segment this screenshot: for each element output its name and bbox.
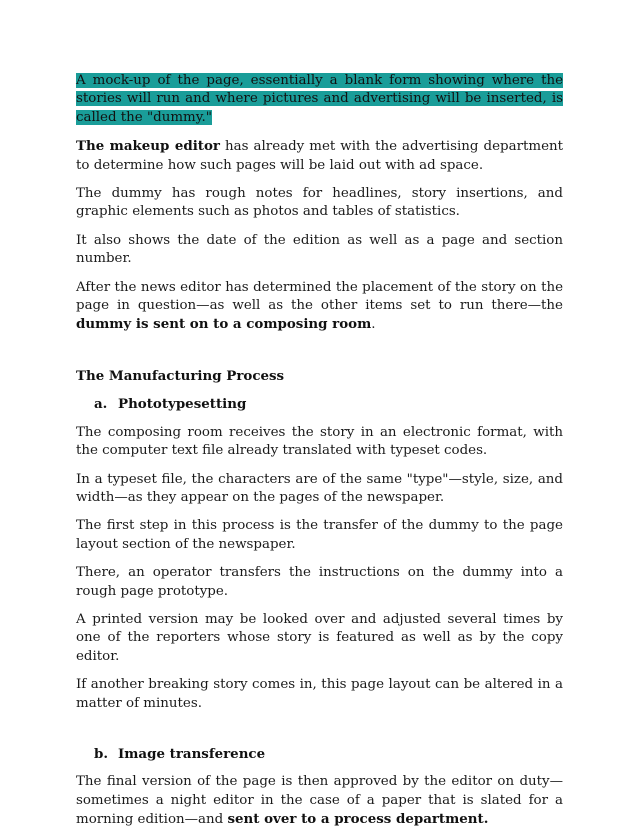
subheading-title: Image transference bbox=[118, 745, 266, 762]
date-paragraph: It also shows the date of the edition as well as a page and section number. bbox=[76, 232, 563, 267]
paragraph-text: The final version of the page is then approved by the editor on duty—sometimes a night editor in the case of a paper that is slated for a morning edition—and bbox=[76, 774, 563, 828]
list-letter: a. bbox=[94, 396, 108, 413]
final-version-paragraph bbox=[76, 773, 563, 829]
dummy-notes-paragraph: The dummy has rough notes for headlines, story insertions, and graphic elements such as photos and tables of statistics. bbox=[76, 186, 563, 220]
spacer bbox=[76, 723, 563, 745]
news-editor-paragraph bbox=[76, 279, 563, 335]
breaking-story-paragraph: If another breaking story comes in, this page layout can be altered in a matter of minutes. bbox=[76, 677, 563, 711]
section-heading: The Manufacturing Process bbox=[76, 367, 285, 384]
highlighted-paragraph bbox=[76, 72, 563, 127]
typeset-paragraph: In a typeset file, the characters are of the same "type"—style, size, and width—as they appear on the pages of the newspaper. bbox=[76, 471, 563, 505]
makeup-editor-paragraph bbox=[76, 137, 563, 175]
operator-paragraph: There, an operator transfers the instructions on the dummy into a rough page prototype. bbox=[76, 565, 563, 599]
list-letter: b. bbox=[94, 745, 109, 762]
subheading-phototypesetting bbox=[76, 395, 563, 413]
subheading-title: Phototypesetting bbox=[118, 396, 247, 413]
document-page bbox=[76, 72, 563, 840]
paragraph-text: . bbox=[371, 317, 376, 333]
bold-phrase: sent over to a process department. bbox=[227, 811, 489, 828]
printed-version-paragraph: A printed version may be looked over and adjusted several times by one of the reporters whose story is featured as well as by the copy editor. bbox=[76, 611, 563, 664]
text-highlight: A mock-up of the page, essentially a blank form showing where the stories will run and where pictures and advertising will be inserted, is called the "dummy." bbox=[76, 73, 563, 125]
paragraph-text: After the news editor has determined the placement of the story on the page in question—as well as the other items set to run there—the bbox=[76, 279, 563, 314]
first-step-paragraph: The first step in this process is the transfer of the dummy to the page layout section of the newspaper. bbox=[76, 518, 563, 552]
spacer bbox=[76, 345, 563, 367]
bold-phrase: The makeup editor bbox=[76, 138, 220, 155]
composing-room-paragraph: The composing room receives the story in an electronic format, with the computer text file already translated with typeset codes. bbox=[76, 424, 563, 459]
paragraph-text: has already met with the advertising department to determine how such pages will be laid out with ad space. bbox=[76, 139, 563, 173]
bold-phrase: dummy is sent on to a composing room bbox=[76, 316, 372, 333]
subheading-image-transference bbox=[76, 745, 563, 763]
